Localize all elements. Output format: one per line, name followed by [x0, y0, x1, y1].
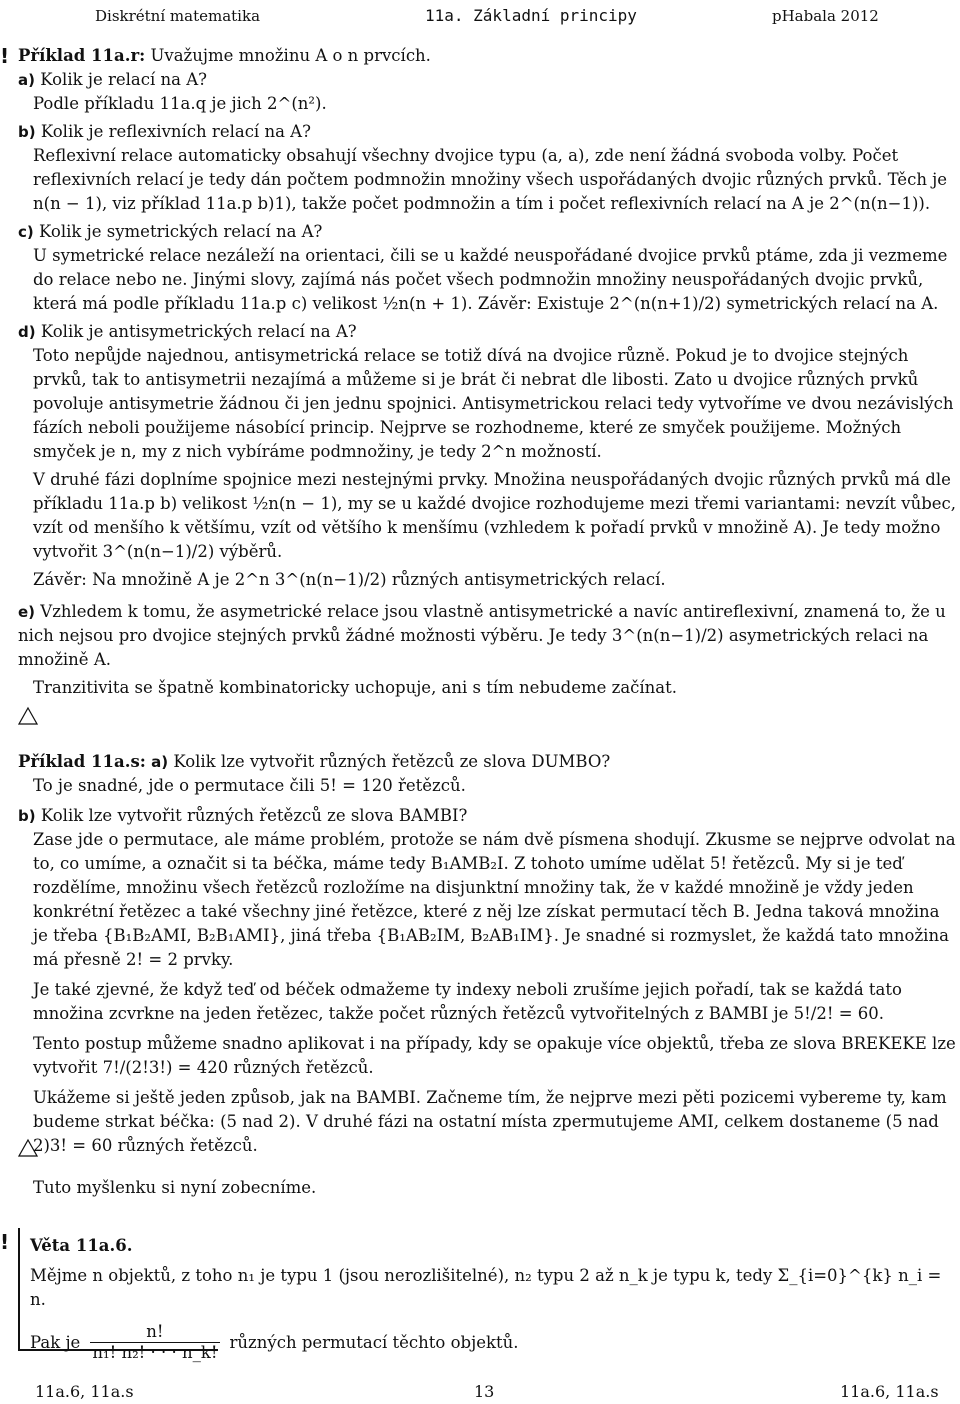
footer-left-ref: 11a.6, 11a.s [35, 1382, 134, 1401]
theorem-fraction-denominator: n₁! n₂! · · · n_k! [92, 1343, 218, 1362]
part-a-label: a) [151, 753, 169, 771]
example-s-title: Příklad 11a.s: [18, 752, 146, 771]
theorem-formula-prefix: Pak je [30, 1332, 81, 1352]
example-r-e-question [18, 600, 958, 672]
theorem-content [30, 1234, 950, 1363]
important-mark: ! [0, 1230, 10, 1254]
part-d-text: Kolik je antisymetrických relací na A? [40, 322, 357, 341]
theorem-formula-line [30, 1322, 950, 1363]
example-r-c-answer: U symetrické relace nezáleží na orientaci, čili se u každé neuspořádané dvojice prvků ptáme, zda ji vezmeme do relace nebo ne. Jinými slovy, zajímá nás počet všech podmnožin množiny neuspořádaných dvojic prvků, která má podle příkladu 11a.p c) velikost ½n(n + 1). Závěr: Existuje 2^(n(n+1)/2) symetrických relací na A. [33, 246, 948, 313]
example-s-b-para-4: Ukážeme si ještě jeden způsob, jak na BAMBI. Začneme tím, že nejprve mezi pěti pozicemi vybereme ty, kam budeme strkat béčka: (5 nad 2). V druhé fázi na ostatní místa zpermutujeme AMI, celkem dostaneme (5 nad 2)3! = 60 různých řetězců. [33, 1088, 947, 1155]
part-e-text: Vzhledem k tomu, že asymetrické relace jsou vlastně antisymetrické a navíc antireflexivní, znamená to, že u nich nejsou pro dvojice stejných prvků žádné možnosti výběru. Je tedy 3^(n(n−1)/2) asymetrických relaci na množině A. [18, 602, 946, 669]
end-of-example-triangle-icon [18, 1138, 38, 1158]
theorem-formula-suffix: různých permutací těchto objektů. [229, 1332, 519, 1352]
important-mark: ! [0, 44, 10, 68]
example-r-a-question [18, 68, 958, 92]
example-r-intro: Uvažujme množinu A o n prvcích. [150, 46, 431, 65]
example-r [18, 44, 958, 700]
theorem-statement: Mějme n objektů, z toho n₁ je typu 1 (jsou nerozlišitelné), n₂ typu 2 až n_k je typu k, tedy Σ_{i=0}^{k} n_i = n. [30, 1266, 942, 1309]
example-r-d-answer-2: V druhé fázi doplníme spojnice mezi nestejnými prvky. Množina neuspořádaných dvojic různých prvků má dle příkladu 11a.p b) velikost ½n(n − 1), my se u každé dvojice rozhodujeme mezi třemi variantami: nevzít vůbec, vzít od menšího k většímu, vzít od většího k menšímu (vzhledem k pořadí prvků v množině A). Je tedy možno vytvořit 3^(n(n−1)/2) výběrů. [33, 470, 957, 561]
part-a-text: Kolik lze vytvořit různých řetězců ze slova DUMBO? [173, 752, 611, 771]
example-s-a-answer: To je snadné, jde o permutace čili 5! = 120 řetězců. [33, 776, 466, 795]
example-r-d-answer-3: Závěr: Na množině A je 2^n 3^(n(n−1)/2) různých antisymetrických relací. [33, 570, 666, 589]
footer-right-ref: 11a.6, 11a.s [840, 1382, 939, 1401]
example-r-b-answer: Reflexivní relace automaticky obsahují všechny dvojice typu (a, a), zde není žádná svoboda volby. Počet reflexivních relací je tedy dán počtem podmnožin množiny všech uspořádaných dvojic různých prvků. Těch je n(n − 1), viz příklad 11a.p b)1), takže počet podmnožin a tím i počet reflexivních relací na A je 2^(n(n−1)). [33, 146, 948, 213]
part-c-text: Kolik je symetrických relací na A? [39, 222, 323, 241]
example-r-d-answer-1: Toto nepůjde najednou, antisymetrická relace se totiž dívá na dvojice různě. Pokud je to dvojice stejných prvků, tak to antisymetrii nezajímá a můžeme si je brát či nebrat dle libosti. Zato u dvojice různých prvků povoluje antisymetrie žádnou či jen jednu spojnici. Antisymetrickou relaci tedy vytvoříme ve dvou nezávislých fázích neboli použijeme násobící princip. Nejprve se rozhodneme, které ze smyček použijeme. Možných smyček je n, my z nich vybíráme podmnožiny, je tedy 2^n možností. [33, 346, 954, 461]
header-chapter: 11a. Základní principy [425, 6, 637, 25]
generalization-note: Tuto myšlenku si nyní zobecníme. [33, 1178, 317, 1197]
part-a-text: Kolik je relací na A? [40, 70, 207, 89]
example-r-c-question [18, 220, 958, 244]
example-r-e-answer: Tranzitivita se špatně kombinatoricky uchopuje, ani s tím nebudeme začínat. [33, 678, 678, 697]
theorem-box [18, 1228, 958, 1362]
part-b-text: Kolik lze vytvořit různých řetězců ze slova BAMBI? [40, 806, 468, 825]
part-b-text: Kolik je reflexivních relací na A? [40, 122, 311, 141]
example-s-b-para-2: Je také zjevné, že když teď od béček odmažeme ty indexy neboli zrušíme jejich pořadí, tak se každá tato množina zcvrkne na jeden řetězec, takže počet různých řetězců vytvořitelných z BAMBI je 5!/2! = 60. [33, 980, 902, 1023]
part-a-label: a) [18, 71, 35, 89]
header-author: pHabala 2012 [772, 7, 879, 25]
page-number: 13 [474, 1382, 495, 1401]
part-e-label: e) [18, 603, 36, 621]
page-header [0, 4, 960, 24]
example-s [18, 750, 958, 1158]
example-s-b-question [18, 804, 958, 828]
theorem-left-rule [18, 1228, 20, 1351]
theorem-fraction [90, 1322, 219, 1363]
example-r-b-question [18, 120, 958, 144]
theorem-title: Věta 11a.6. [30, 1236, 133, 1255]
part-d-label: d) [18, 323, 36, 341]
example-s-b-para-3: Tento postup můžeme snadno aplikovat i na případy, kdy se opakuje více objektů, třeba ze slova BREKEKE lze vytvořit 7!/(2!3!) = 420 různých řetězců. [33, 1034, 956, 1077]
part-c-label: c) [18, 223, 34, 241]
end-of-example-triangle-icon [18, 706, 38, 726]
example-s-b-para-1: Zase jde o permutace, ale máme problém, protože se nám dvě písmena shodují. Zkusme se nejprve odvolat na to, co umíme, a označit si ta béčka, máme tedy B₁AMB₂I. Z tohoto umíme udělat 5! řetězců. My si je teď rozdělíme, množinu všech řetězců rozložíme na disjunktní množiny tak, že v každé množině je vždy jeden konkrétní řetězec a také všechny jiné řetězce, které z něj lze získat permutací těch B. Jedna taková množina je třeba {B₁B₂AMI, B₂B₁AMI}, jiná třeba {B₁AB₂IM, B₂AB₁IM}. Je snadné si rozmyslet, že každá tato množina má přesně 2! = 2 prvky. [33, 830, 956, 969]
example-r-d-question [18, 320, 958, 344]
example-r-title: Příklad 11a.r: [18, 46, 146, 65]
theorem-fraction-numerator: n! [146, 1322, 164, 1341]
header-course: Diskrétní matematika [95, 7, 261, 25]
example-r-a-answer: Podle příkladu 11a.q je jich 2^(n²). [33, 94, 327, 113]
part-b-label: b) [18, 807, 36, 825]
example-s-a-question [18, 750, 958, 774]
part-b-label: b) [18, 123, 36, 141]
example-r-intro-line [18, 44, 958, 68]
